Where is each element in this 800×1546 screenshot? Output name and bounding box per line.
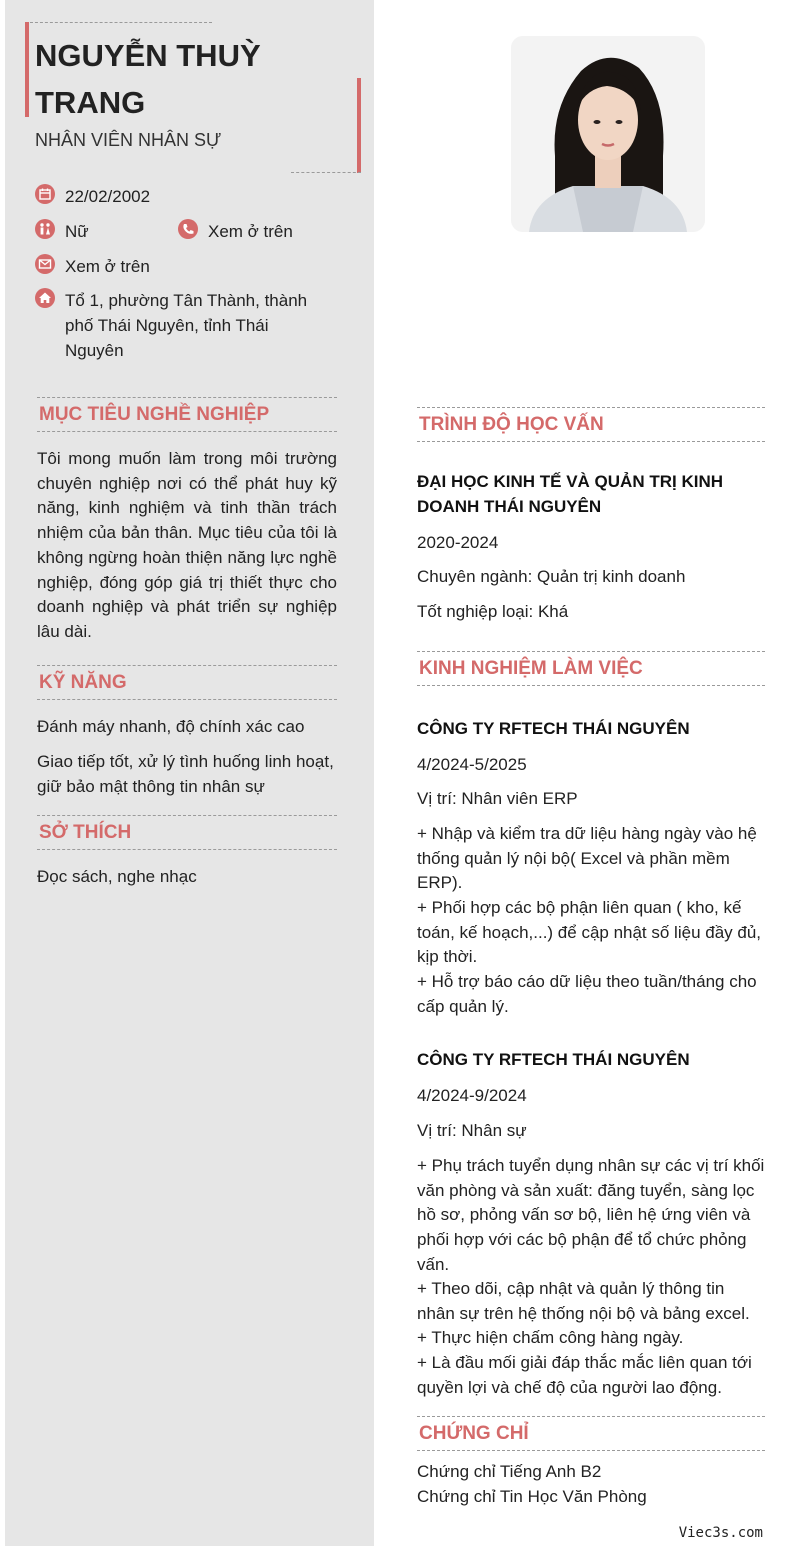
job-detail: + Là đầu mối giải đáp thắc mắc liên quan tới quyền lợi và chế độ của người lao động.	[417, 1353, 752, 1397]
email-icon	[35, 254, 55, 274]
certificates-heading	[417, 1416, 765, 1451]
job-position: Vị trí: Nhân viên ERP	[417, 789, 578, 808]
divider	[25, 22, 212, 23]
birthday: 22/02/2002	[65, 187, 151, 206]
education-heading	[417, 407, 765, 442]
phone: Xem ở trên	[208, 222, 293, 241]
certificate-item: Chứng chỉ Tiếng Anh B2	[417, 1462, 602, 1481]
section-title: TRÌNH ĐỘ HỌC VẤN	[419, 414, 604, 435]
section-title: MỤC TIÊU NGHỀ NGHIỆP	[39, 404, 270, 425]
phone-icon	[178, 219, 198, 239]
objective-text: Tôi mong muốn làm trong môi trường chuyên nghiệp nơi có thể phát huy kỹ năng, kinh nghiệm và tinh thần trách nhiệm của bản thân. Mục tiêu của tôi là không ngừng hoàn thiện năng lực nghề nghiệp, đóng góp giá trị thiết thực cho doanh nghiệp và phát triển sự nghiệp lâu dài.	[37, 449, 337, 641]
gender-icon	[35, 219, 55, 239]
calendar-icon	[35, 184, 55, 204]
gender: Nữ	[65, 222, 89, 241]
objective-heading	[37, 397, 337, 432]
job-detail: + Phụ trách tuyển dụng nhân sự các vị trí khối văn phòng và sản xuất: đăng tuyển, sàng lọc hồ sơ, phỏng vấn sơ bộ, liên hệ ứng viên và phối hợp với các bộ phận để tổ chức phỏng vấn.	[417, 1156, 765, 1274]
email: Xem ở trên	[65, 257, 150, 276]
education-period: 2020-2024	[417, 533, 499, 552]
job-period: 4/2024-5/2025	[417, 755, 527, 774]
job-detail: + Phối hợp các bộ phận liên quan ( kho, kế toán, kế hoạch,...) để cập nhật số liệu đầy đủ, kịp thời.	[417, 898, 762, 967]
accent-bar	[25, 22, 29, 117]
job-detail: + Theo dõi, cập nhật và quản lý thông tin nhân sự trên hệ thống nội bộ và bảng excel.	[417, 1279, 750, 1323]
job-detail: + Nhập và kiểm tra dữ liệu hàng ngày vào hệ thống quản lý nội bộ( Excel và phần mềm ERP).	[417, 824, 757, 893]
hobbies-text: Đọc sách, nghe nhạc	[37, 867, 197, 886]
name-block	[25, 22, 361, 174]
skills-heading	[37, 665, 337, 700]
address: Tổ 1, phường Tân Thành, thành phố Thái Nguyên, tỉnh Thái Nguyên	[65, 291, 308, 360]
education-major: Chuyên ngành: Quản trị kinh doanh	[417, 567, 686, 586]
job-detail: + Thực hiện chấm công hàng ngày.	[417, 1328, 684, 1347]
certificate-item: Chứng chỉ Tin Học Văn Phòng	[417, 1487, 647, 1506]
job-position: Vị trí: Nhân sự	[417, 1121, 527, 1140]
education-grade: Tốt nghiệp loại: Khá	[417, 602, 569, 621]
section-title: SỞ THÍCH	[39, 822, 132, 843]
accent-bar	[357, 78, 361, 173]
candidate-name: NGUYỄN THUỲ TRANG	[35, 38, 261, 120]
skill-item: Đánh máy nhanh, độ chính xác cao	[37, 717, 305, 736]
profile-photo	[511, 36, 705, 232]
job-period: 4/2024-9/2024	[417, 1086, 527, 1105]
divider	[291, 172, 361, 173]
job-detail: + Hỗ trợ báo cáo dữ liệu theo tuần/tháng cho cấp quản lý.	[417, 972, 757, 1016]
experience-heading	[417, 651, 765, 686]
company-name: CÔNG TY RFTECH THÁI NGUYÊN	[417, 1050, 690, 1069]
school-name: ĐẠI HỌC KINH TẾ VÀ QUẢN TRỊ KINH DOANH THÁI NGUYÊN	[417, 472, 723, 516]
section-title: KINH NGHIỆM LÀM VIỆC	[419, 658, 643, 679]
section-title: KỸ NĂNG	[39, 672, 127, 693]
watermark-link[interactable]: Viec3s.com	[678, 1525, 763, 1541]
section-title: CHỨNG CHỈ	[419, 1423, 529, 1444]
job-title: NHÂN VIÊN NHÂN SỰ	[35, 130, 222, 150]
skill-item: Giao tiếp tốt, xử lý tình huống linh hoạt, giữ bảo mật thông tin nhân sự	[37, 752, 334, 796]
hobbies-heading	[37, 815, 337, 850]
home-icon	[35, 288, 55, 308]
company-name: CÔNG TY RFTECH THÁI NGUYÊN	[417, 719, 690, 738]
